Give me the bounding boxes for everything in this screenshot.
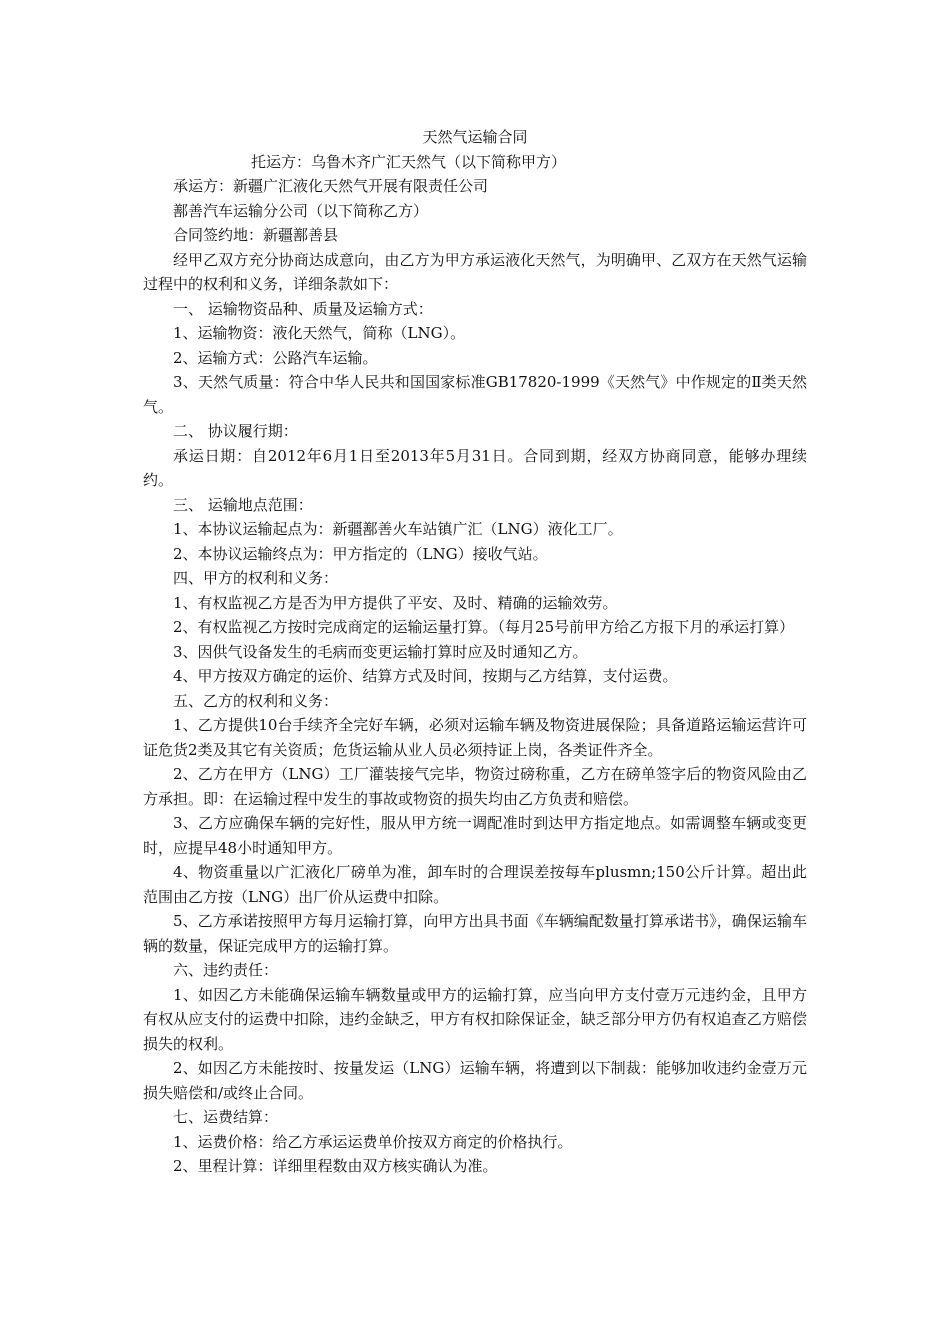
section-7-item-1: 1、运费价格：给乙方承运运费单价按双方商定的价格执行。	[173, 1132, 573, 1151]
section-1-heading: 一、 运输物资品种、质量及运输方式：	[173, 299, 433, 318]
section-5-item-4: 4、物资重量以广汇液化厂磅单为准，卸车时的合理误差按每车plusmn;150公斤计算。超出此范围由乙方按（LNG）出厂价从运费中扣除。	[143, 863, 807, 906]
section-1-item-1: 1、运输物资：液化天然气，简称（LNG）。	[173, 324, 466, 342]
section-4-heading: 四、甲方的权利和义务：	[173, 569, 339, 587]
section-5-item-1: 1、乙方提供10台手续齐全完好车辆，必须对运输车辆及物资进展保险；具备道路运输运营许可证危货2类及其它有关资质；危货运输从业人员必须持证上岗，各类证件齐全。	[143, 716, 807, 759]
section-6-item-1: 1、如因乙方未能确保运输车辆数量或甲方的运输打算，应当向甲方支付壹万元违约金，且甲方有权从应支付的运费中扣除，违约金缺乏，甲方有权扣除保证金，缺乏部分甲方仍有权追查乙方赔偿损失的权利。	[143, 985, 807, 1053]
consignor-line: 托运方：乌鲁木齐广汇天然气（以下简称甲方）	[251, 152, 567, 171]
section-2-item-1: 承运日期：自2012年6月1日至2013年5月31日。合同到期，经双方协商同意，能够办理续约。	[143, 446, 807, 489]
section-4-item-1: 1、有权监视乙方是否为甲方提供了平安、及时、精确的运输效劳。	[173, 593, 618, 612]
section-5-item-3: 3、乙方应确保车辆的完好性，服从甲方统一调配准时到达甲方指定地点。如需调整车辆或变更时，应提早48小时通知甲方。	[143, 814, 807, 857]
carrier-line-1: 承运方：新疆广汇液化天然气开展有限责任公司	[173, 177, 489, 195]
section-7-heading: 七、运费结算：	[173, 1108, 279, 1126]
section-4-item-3: 3、因供气设备发生的毛病而变更运输打算时应及时通知乙方。	[173, 642, 588, 661]
preamble-paragraph: 经甲乙双方充分协商达成意向，由乙方为甲方承运液化天然气，为明确甲、乙双方在天然气运输过程中的权利和义务，详细条款如下：	[143, 250, 807, 293]
section-1-item-3: 3、天然气质量：符合中华人民共和国国家标准GB17820-1999《天然气》中作规定的Ⅱ类天然气。	[143, 373, 807, 416]
section-3-heading: 三、 运输地点范围：	[173, 495, 313, 514]
section-6-item-2: 2、如因乙方未能按时、按量发运（LNG）运输车辆，将遭到以下制裁：能够加收违约金壹万元损失赔偿和/或终止合同。	[143, 1059, 807, 1102]
section-1-item-2: 2、运输方式：公路汽车运输。	[173, 348, 378, 367]
section-5-heading: 五、乙方的权利和义务：	[173, 691, 339, 710]
section-3-item-1: 1、本协议运输起点为：新疆鄯善火车站镇广汇（LNG）液化工厂。	[173, 520, 623, 538]
signing-place: 合同签约地：新疆鄯善县	[173, 226, 339, 244]
section-4-item-4: 4、甲方按双方确定的运价、结算方式及时间，按期与乙方结算，支付运费。	[173, 667, 678, 685]
section-3-item-2: 2、本协议运输终点为：甲方指定的（LNG）接收气站。	[173, 544, 548, 563]
section-5-item-5: 5、乙方承诺按照甲方每月运输打算，向甲方出具书面《车辆编配数量打算承诺书》，确保运输车辆的数量，保证完成甲方的运输打算。	[143, 912, 807, 955]
contract-body	[143, 125, 807, 1179]
document-title: 天然气运输合同	[422, 128, 528, 146]
section-2-heading: 二、 协议履行期：	[173, 422, 298, 440]
section-7-item-2: 2、里程计算：详细里程数由双方核实确认为准。	[173, 1157, 498, 1175]
section-5-item-2: 2、乙方在甲方（LNG）工厂灌装接气完毕，物资过磅称重，乙方在磅单签字后的物资风险由乙方承担。即：在运输过程中发生的事故或物资的损失均由乙方负责和赔偿。	[143, 765, 807, 808]
carrier-line-2: 鄯善汽车运输分公司（以下简称乙方）	[173, 201, 429, 220]
section-4-item-2: 2、有权监视乙方按时完成商定的运输运量打算。（每月25号前甲方给乙方报下月的承运打算）	[173, 618, 795, 636]
section-6-heading: 六、违约责任：	[173, 961, 279, 979]
